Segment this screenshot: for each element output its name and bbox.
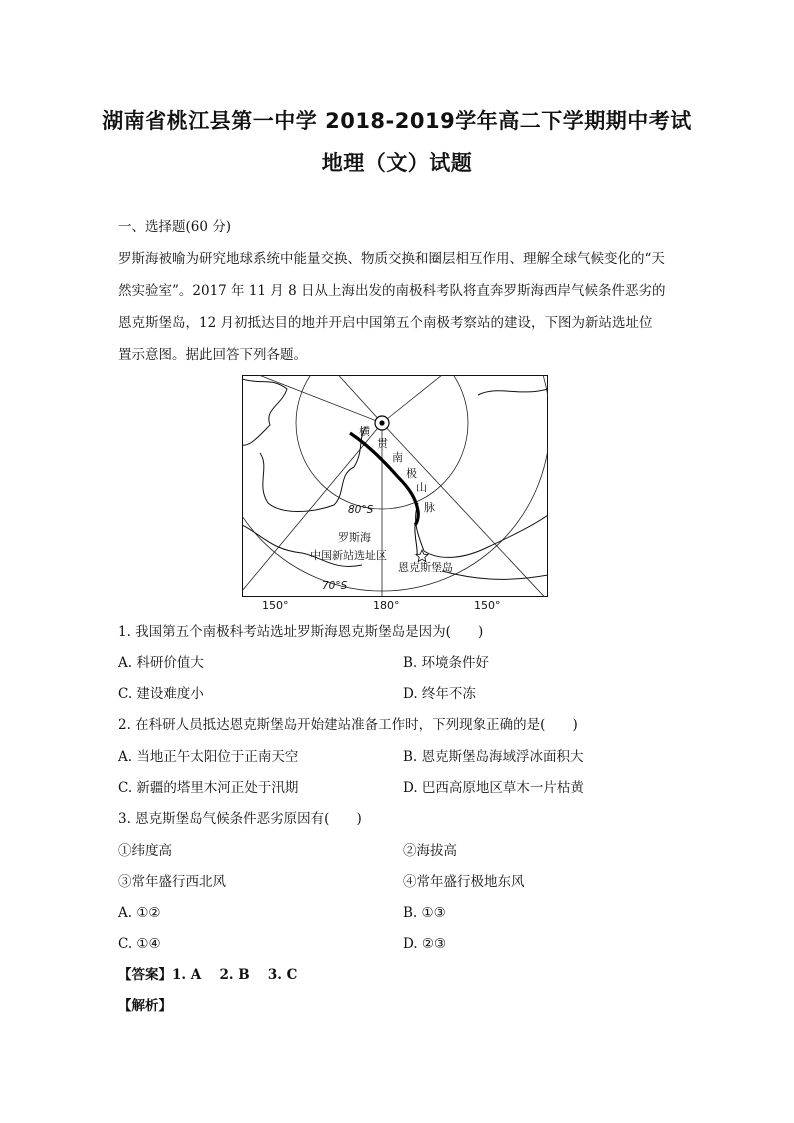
question-3-item-3: ③常年盛行西北风	[118, 874, 226, 890]
map-label-new-station-site: 中国新站选址区	[310, 549, 387, 562]
passage-line-3: 恩克斯堡岛，12 月初抵达目的地并开启中国第五个南极考察站的建设，下图为新站选址位	[118, 315, 653, 331]
question-2-option-c: C. 新疆的塔里木河正处于汛期	[118, 780, 299, 796]
map-label-mountains-5: 山	[416, 481, 427, 494]
question-1-option-b: B. 环境条件好	[403, 655, 490, 671]
question-3-option-b: B. ①③	[403, 905, 446, 921]
ross-sea-location-map	[242, 375, 548, 597]
question-1-option-a: A. 科研价值大	[118, 655, 204, 671]
passage-line-2: 然实验室”。2017 年 11 月 8 日从上海出发的南极科考队将直奔罗斯海西岸气候条件恶劣的	[118, 283, 666, 299]
analysis-heading: 【解析】	[118, 998, 172, 1014]
question-3-option-c: C. ①④	[118, 936, 161, 952]
page-title-line2: 地理（文）试题	[321, 151, 473, 175]
map-label-inexpressible-island: 恩克斯堡岛	[398, 561, 453, 574]
map-lon-mid: 180°	[373, 599, 400, 612]
map-lon-right: 150°	[474, 599, 501, 612]
answer-line: 【答案】1. A 2. B 3. C	[118, 967, 298, 983]
question-3-item-4: ④常年盛行极地东风	[403, 874, 525, 890]
passage-line-1: 罗斯海被喻为研究地球系统中能量交换、物质交换和圈层相互作用、理解全球气候变化的“天	[118, 251, 665, 267]
map-label-mountains-4: 极	[406, 467, 417, 480]
map-label-lat-70: 70°S	[322, 580, 348, 592]
south-pole-dot	[379, 420, 384, 425]
question-2-option-d: D. 巴西高原地区草木一片枯黄	[403, 780, 584, 796]
passage-line-4: 置示意图。据此回答下列各题。	[118, 347, 307, 363]
map-label-mountains-1: 横	[359, 425, 370, 438]
map-label-lat-80: 80°S	[348, 504, 374, 516]
question-3-stem: 3. 恩克斯堡岛气候条件恶劣原因有( )	[118, 811, 362, 827]
map-frame	[243, 376, 548, 597]
question-1-option-d: D. 终年不冻	[403, 686, 476, 702]
question-1-option-c: C. 建设难度小	[118, 686, 204, 702]
question-3-option-d: D. ②③	[403, 936, 447, 952]
question-2-option-b: B. 恩克斯堡岛海域浮冰面积大	[403, 749, 584, 765]
map-label-ross-sea: 罗斯海	[338, 531, 371, 544]
map-lon-left: 150°	[262, 599, 289, 612]
section-heading: 一、选择题(60 分)	[118, 219, 232, 235]
map-label-mountains-6: 脉	[424, 501, 435, 514]
map-label-mountains-3: 南	[392, 451, 403, 464]
question-2-stem: 2. 在科研人员抵达恩克斯堡岛开始建站准备工作时，下列现象正确的是( )	[118, 717, 578, 733]
map-label-mountains-2: 贯	[377, 437, 388, 450]
question-2-option-a: A. 当地正午太阳位于正南天空	[118, 749, 299, 765]
question-1-stem: 1. 我国第五个南极科考站选址罗斯海恩克斯堡岛是因为( )	[118, 624, 484, 640]
question-3-item-2: ②海拔高	[403, 843, 457, 859]
page-title-line1: 湖南省桃江县第一中学 2018-2019学年高二下学期期中考试	[102, 109, 692, 133]
question-3-item-1: ①纬度高	[118, 843, 172, 859]
question-3-option-a: A. ①②	[118, 905, 161, 921]
